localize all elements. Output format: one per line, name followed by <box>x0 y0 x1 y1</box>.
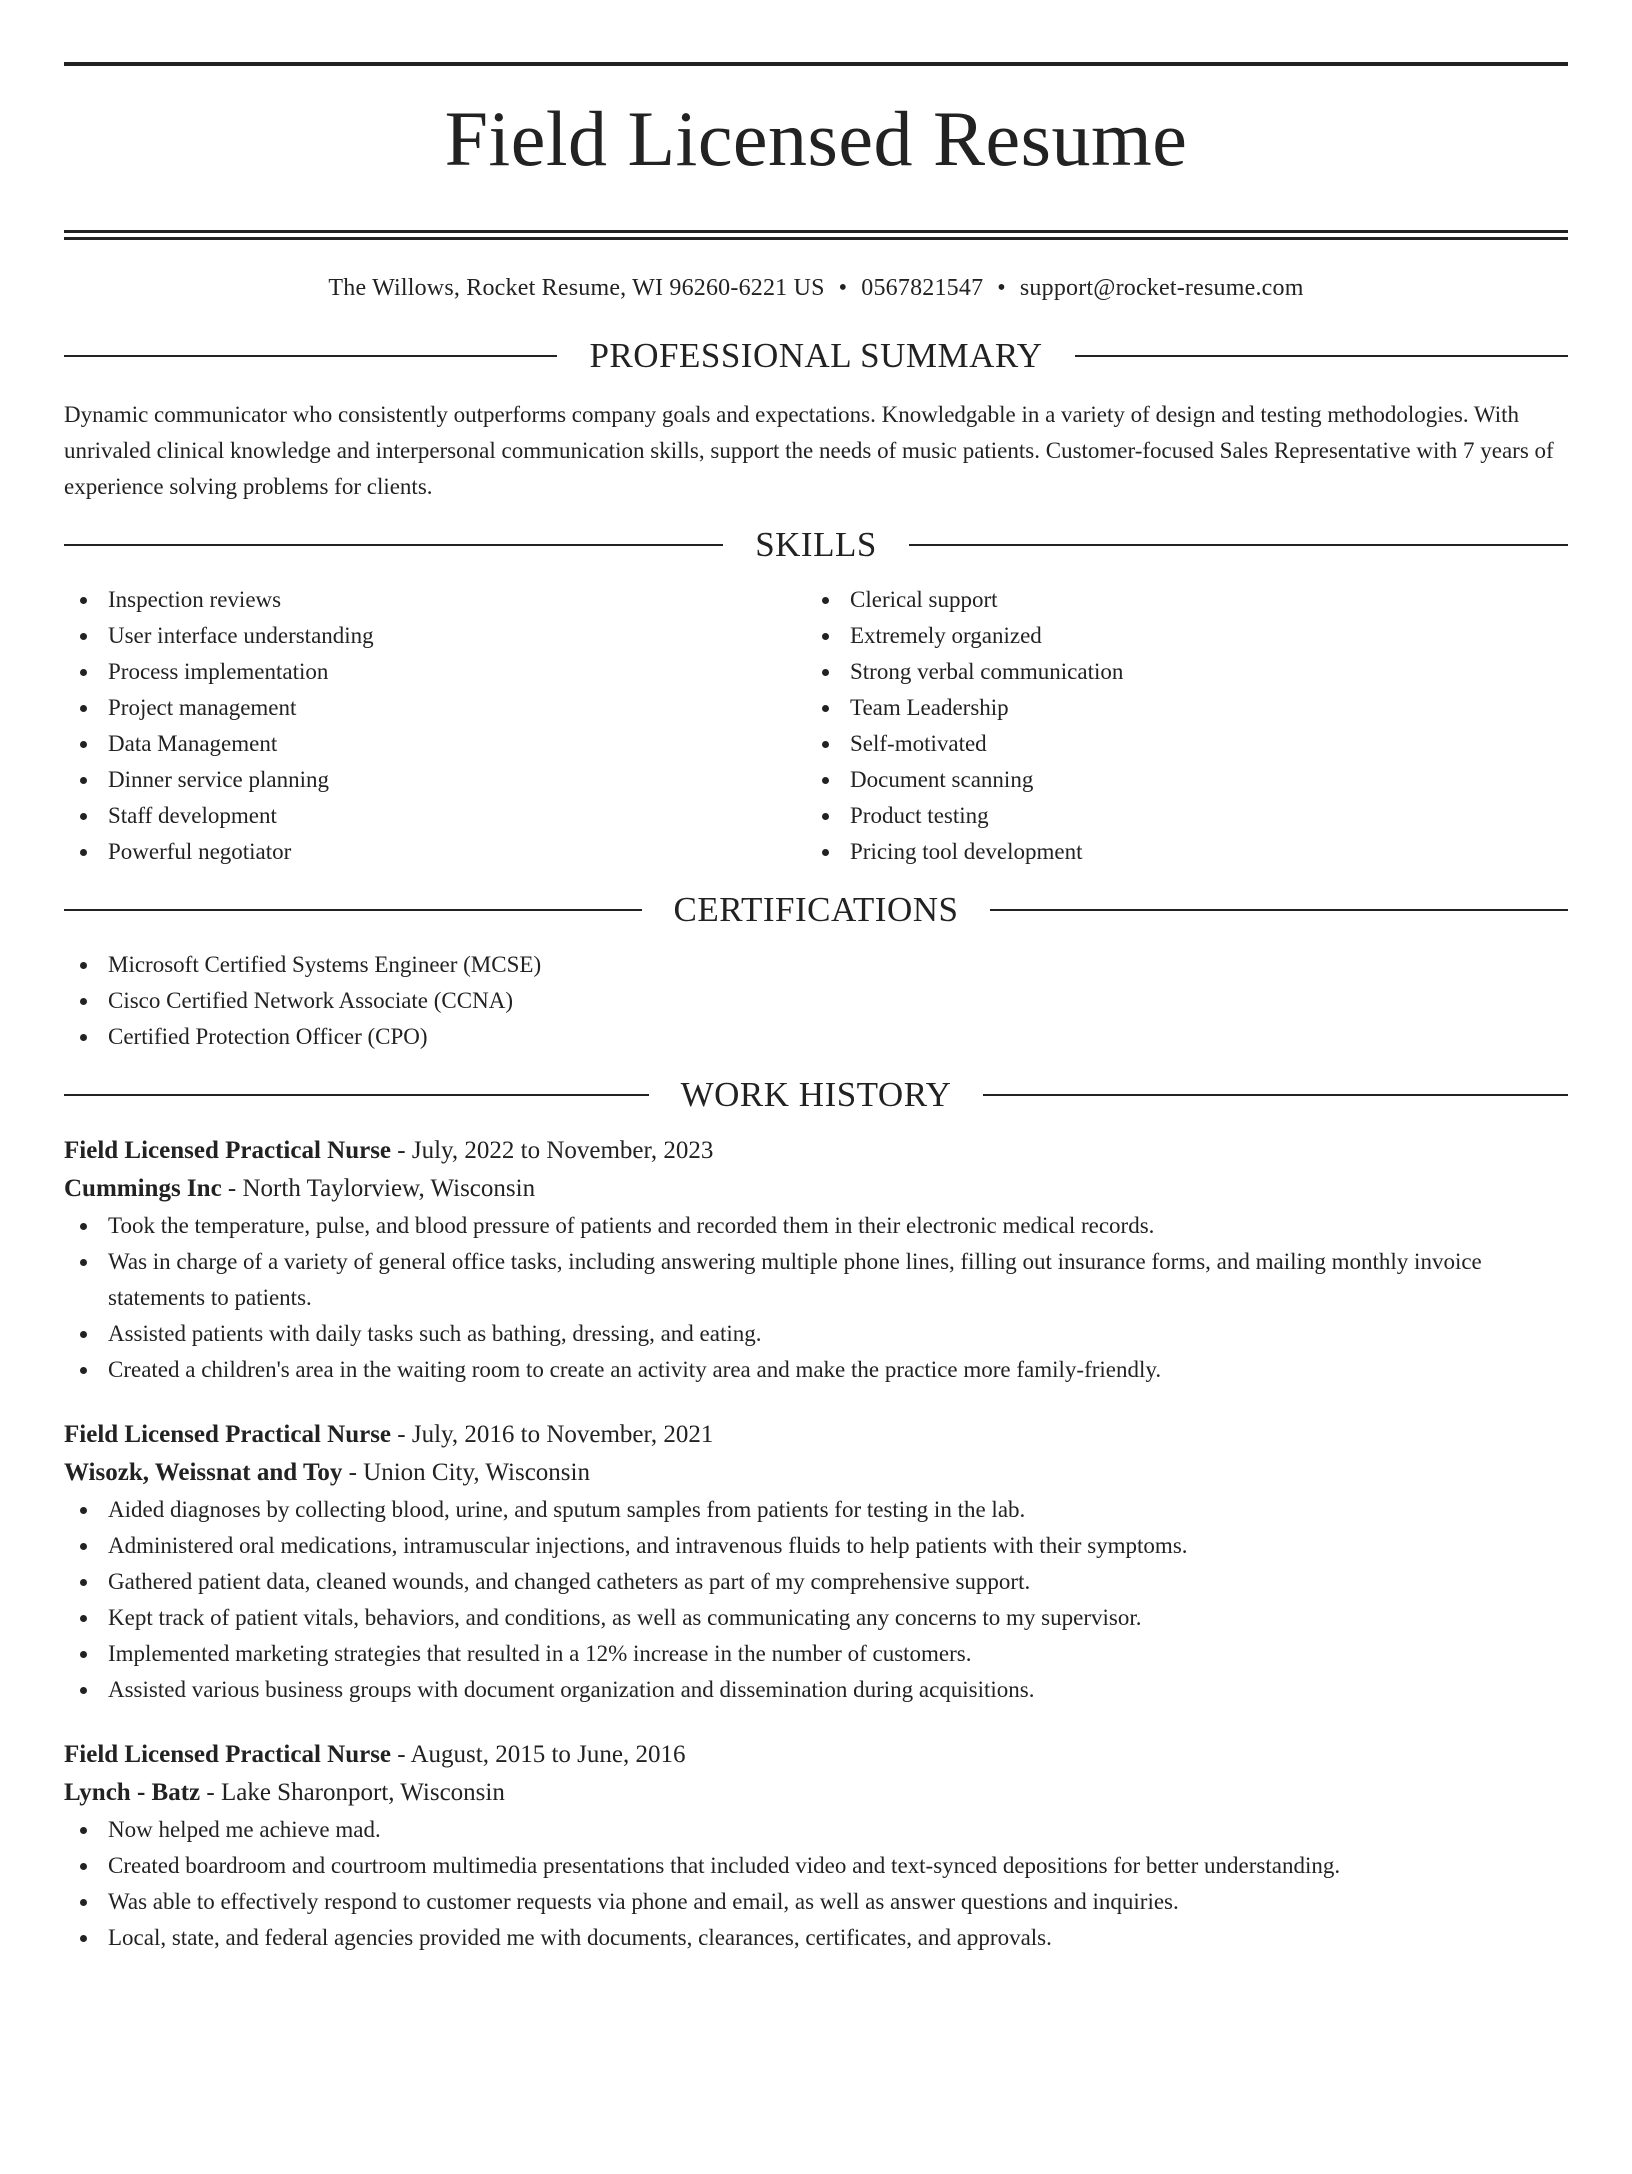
job-location: - Union City, Wisconsin <box>342 1459 590 1487</box>
job-dates: - July, 2016 to November, 2021 <box>391 1421 714 1449</box>
resume-title: Field Licensed Resume <box>444 95 1188 182</box>
skill-item: Strong verbal communication <box>806 654 1548 690</box>
heading-rule <box>983 1094 1568 1096</box>
job-entry <box>64 1416 1568 1708</box>
skill-item: User interface understanding <box>64 618 806 654</box>
skill-item: Document scanning <box>806 762 1548 798</box>
skill-item: Data Management <box>64 726 806 762</box>
heading-rule <box>64 355 557 357</box>
job-dates: - July, 2022 to November, 2023 <box>391 1137 714 1165</box>
section-heading-work-history <box>64 1075 1568 1115</box>
job-entry <box>64 1736 1568 1956</box>
skill-item: Clerical support <box>806 582 1548 618</box>
skill-item: Staff development <box>64 798 806 834</box>
skill-item: Product testing <box>806 798 1548 834</box>
contact-separator: • <box>838 275 848 302</box>
summary-text: Dynamic communicator who consistently outperforms company goals and expectations. Knowledgable in a variety of design and testing methodologies. With unrivaled clinical knowledge and interpersonal communication skills, support the needs of music patients. Customer-focused Sales Representative with 7 years of experience solving problems for clients. <box>64 402 1554 500</box>
job-company-line <box>64 1170 1568 1208</box>
skill-item: Process implementation <box>64 654 806 690</box>
section-heading-label: SKILLS <box>755 525 877 565</box>
skills-list-left <box>64 582 806 870</box>
job-company: Lynch - Batz <box>64 1779 201 1807</box>
section-heading-label: WORK HISTORY <box>680 1075 952 1115</box>
job-title-line <box>64 1132 1568 1170</box>
certification-item: Certified Protection Officer (CPO) <box>64 1019 1568 1055</box>
job-title: Field Licensed Practical Nurse <box>64 1421 392 1449</box>
job-bullet: Took the temperature, pulse, and blood pressure of patients and recorded them in their electronic medical records. <box>64 1208 1568 1244</box>
skill-item: Dinner service planning <box>64 762 806 798</box>
job-bullet: Aided diagnoses by collecting blood, urine, and sputum samples from patients for testing in the lab. <box>64 1492 1568 1528</box>
job-bullets <box>64 1812 1568 1956</box>
job-entry <box>64 1132 1568 1388</box>
certification-item: Microsoft Certified Systems Engineer (MCSE) <box>64 947 1568 983</box>
contact-separator: • <box>997 275 1006 302</box>
certifications-list <box>64 947 1568 1055</box>
job-bullet: Kept track of patient vitals, behaviors, and conditions, as well as communicating any concerns to my supervisor. <box>64 1600 1568 1636</box>
job-dates: - August, 2015 to June, 2016 <box>391 1741 686 1769</box>
job-bullet: Local, state, and federal agencies provided me with documents, clearances, certificates, and approvals. <box>64 1920 1568 1956</box>
job-company-line <box>64 1454 1568 1492</box>
job-title: Field Licensed Practical Nurse <box>64 1741 392 1769</box>
job-bullets <box>64 1492 1568 1708</box>
job-title-line <box>64 1416 1568 1454</box>
contact-line <box>64 276 1568 300</box>
heading-rule <box>1075 355 1568 357</box>
job-location: - North Taylorview, Wisconsin <box>221 1175 536 1203</box>
section-heading-certifications <box>64 890 1568 930</box>
contact-email[interactable]: support@rocket-resume.com <box>1019 275 1304 302</box>
job-bullet: Assisted patients with daily tasks such as bathing, dressing, and eating. <box>64 1316 1568 1352</box>
heading-rule <box>64 909 642 911</box>
heading-rule <box>64 544 723 546</box>
heading-rule <box>909 544 1568 546</box>
skills-columns <box>64 582 1568 870</box>
job-bullet: Gathered patient data, cleaned wounds, and changed catheters as part of my comprehensive support. <box>64 1564 1568 1600</box>
skill-item: Powerful negotiator <box>64 834 806 870</box>
section-heading-label: PROFESSIONAL SUMMARY <box>589 336 1043 376</box>
section-heading-skills <box>64 525 1568 565</box>
job-bullets <box>64 1208 1568 1388</box>
skills-list-right <box>806 582 1548 870</box>
section-heading-summary <box>64 336 1568 376</box>
job-location: - Lake Sharonport, Wisconsin <box>200 1779 505 1807</box>
skill-item: Pricing tool development <box>806 834 1548 870</box>
job-company: Wisozk, Weissnat and Toy <box>64 1459 343 1487</box>
certification-item: Cisco Certified Network Associate (CCNA) <box>64 983 1568 1019</box>
section-heading-label: CERTIFICATIONS <box>673 890 959 930</box>
skill-item: Project management <box>64 690 806 726</box>
heading-rule <box>64 1094 649 1096</box>
job-bullet: Implemented marketing strategies that resulted in a 12% increase in the number of customers. <box>64 1636 1568 1672</box>
header-top-rule <box>64 62 1568 66</box>
skill-item: Inspection reviews <box>64 582 806 618</box>
job-bullet: Assisted various business groups with document organization and dissemination during acquisitions. <box>64 1672 1568 1708</box>
job-bullet: Administered oral medications, intramuscular injections, and intravenous fluids to help patients with their symptoms. <box>64 1528 1568 1564</box>
job-bullet: Was in charge of a variety of general office tasks, including answering multiple phone lines, filling out insurance forms, and mailing monthly invoice statements to patients. <box>64 1244 1568 1316</box>
job-title: Field Licensed Practical Nurse <box>64 1137 392 1165</box>
skill-item: Self-motivated <box>806 726 1548 762</box>
skill-item: Team Leadership <box>806 690 1548 726</box>
job-company-line <box>64 1774 1568 1812</box>
job-company: Cummings Inc <box>64 1175 222 1203</box>
header-double-rule <box>64 230 1568 240</box>
job-title-line <box>64 1736 1568 1774</box>
skill-item: Extremely organized <box>806 618 1548 654</box>
job-bullet: Was able to effectively respond to customer requests via phone and email, as well as answer questions and inquiries. <box>64 1884 1568 1920</box>
heading-rule <box>990 909 1568 911</box>
resume-page <box>0 62 1632 2174</box>
job-bullet: Created boardroom and courtroom multimedia presentations that included video and text-synced depositions for better understanding. <box>64 1848 1568 1884</box>
contact-address: The Willows, Rocket Resume, WI 96260-6221 US <box>328 275 825 302</box>
job-bullet: Created a children's area in the waiting room to create an activity area and make the practice more family-friendly. <box>64 1352 1568 1388</box>
contact-phone: 0567821547 <box>861 275 984 302</box>
job-bullet: Now helped me achieve mad. <box>64 1812 1568 1848</box>
